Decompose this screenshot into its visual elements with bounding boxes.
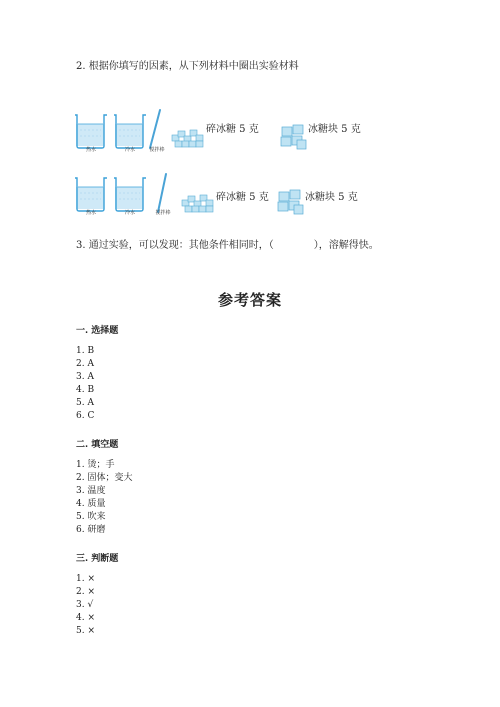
crushed-ice-sugar-icon xyxy=(180,190,216,214)
answer-item: 3. √ xyxy=(76,600,94,610)
hot-water-beaker-icon xyxy=(74,175,110,213)
hot-water-label: 热水 xyxy=(85,210,96,216)
stirring-rod-label: 搅拌棒 xyxy=(155,210,171,216)
stirring-rod-icon xyxy=(146,108,164,150)
stirring-rod-icon xyxy=(154,172,170,214)
crushed-sugar-label: 碎冰糖 5 克 xyxy=(216,192,269,203)
section-title-fill: 二. 填空题 xyxy=(76,440,119,450)
section-title-choice: 一. 选择题 xyxy=(76,326,119,336)
cold-water-label: 冷水 xyxy=(124,147,135,153)
block-sugar-label: 冰糖块 5 克 xyxy=(305,192,358,203)
hot-water-label: 热水 xyxy=(85,147,96,153)
answers-title: 参考答案 xyxy=(217,291,282,309)
stirring-rod-label: 搅拌棒 xyxy=(149,147,165,153)
answer-item: 4. × xyxy=(76,613,95,623)
crushed-ice-sugar-icon xyxy=(170,125,206,149)
question-3-text: 3. 通过实验，可以发现：其他条件相同时，（ ），溶解得快。 xyxy=(76,240,379,251)
answer-item: 5. A xyxy=(76,398,94,408)
crushed-sugar-label: 碎冰糖 5 克 xyxy=(206,124,259,135)
question-2-text: 2. 根据你填写的因素，从下列材料中圈出实验材料 xyxy=(76,61,299,72)
cold-water-beaker-icon xyxy=(113,112,149,150)
answer-item: 6. C xyxy=(76,411,95,421)
answer-item: 5. 吹来 xyxy=(76,512,106,522)
answer-item: 4. B xyxy=(76,385,95,395)
answer-item: 1. B xyxy=(76,346,95,356)
block-sugar-label: 冰糖块 5 克 xyxy=(308,124,361,135)
answer-item: 5. × xyxy=(76,626,95,636)
answer-item: 6. 研磨 xyxy=(76,525,106,535)
hot-water-beaker-icon xyxy=(74,112,110,150)
answer-item: 1. 烫；手 xyxy=(76,460,115,470)
rock-sugar-block-icon xyxy=(276,188,306,216)
answer-item: 3. A xyxy=(76,372,94,382)
cold-water-label: 冷水 xyxy=(124,210,135,216)
cold-water-beaker-icon xyxy=(113,175,149,213)
answer-item: 2. × xyxy=(76,587,95,597)
rock-sugar-block-icon xyxy=(279,123,309,151)
answer-item: 1. × xyxy=(76,574,95,584)
answer-item: 2. 固体；变大 xyxy=(76,473,133,483)
answer-item: 3. 温度 xyxy=(76,486,106,496)
answer-item: 2. A xyxy=(76,359,94,369)
section-title-judge: 三. 判断题 xyxy=(76,554,119,564)
answer-item: 4. 质量 xyxy=(76,499,106,509)
